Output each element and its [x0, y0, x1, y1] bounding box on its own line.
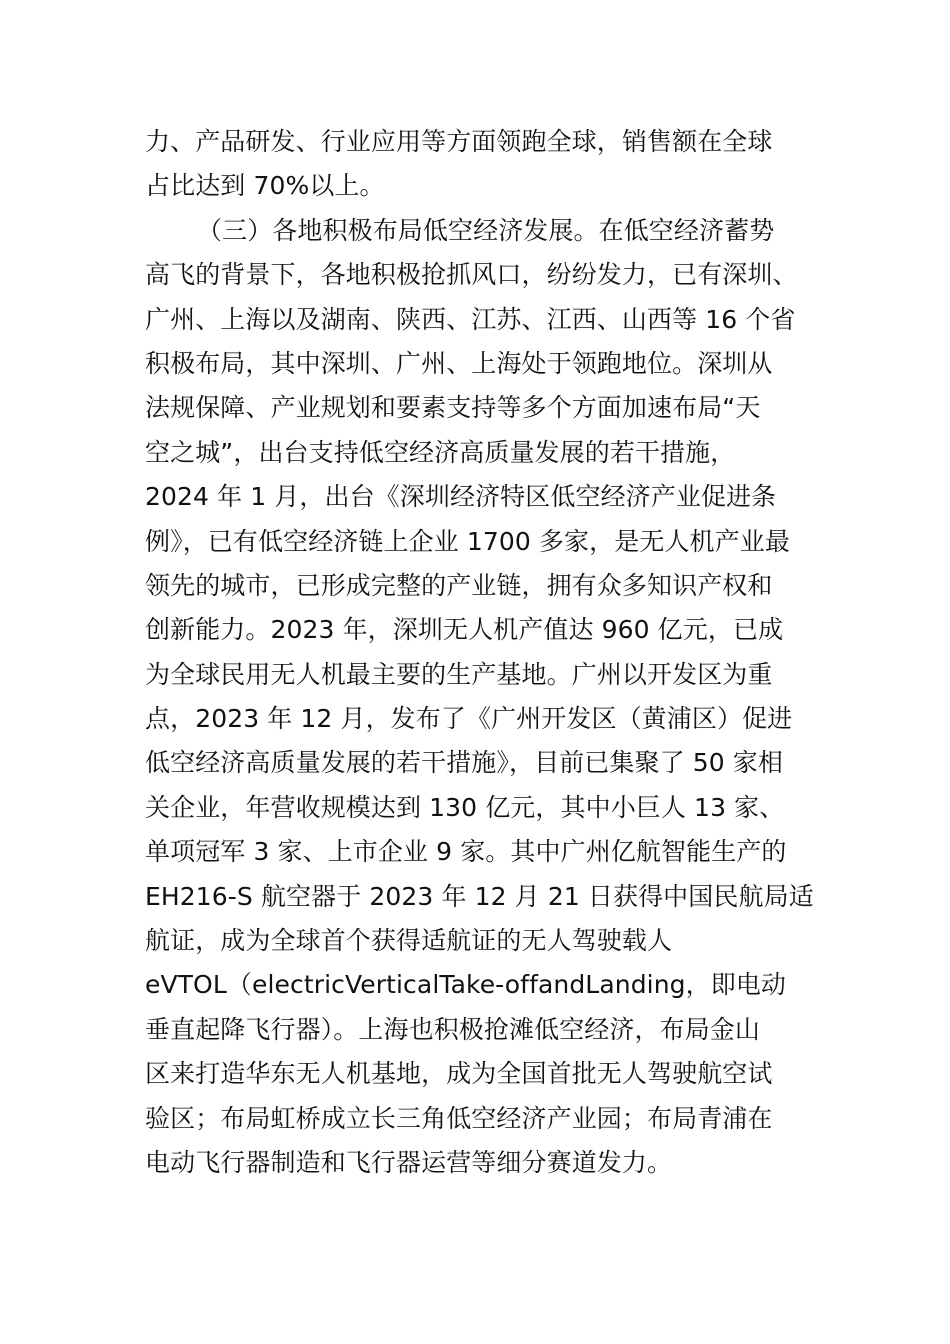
text-line: 点，2023 年 12 月，发布了《广州开发区（黄浦区）促进 — [145, 704, 793, 734]
text-line: 为全球民用无人机最主要的生产基地。广州以开发区为重 — [145, 659, 773, 689]
text-line: 例》，已有低空经济链上企业 1700 多家，是无人机产业最 — [145, 526, 790, 556]
text-line: 验区；布局虹桥成立长三角低空经济产业园；布局青浦在 — [145, 1103, 773, 1133]
text-line: 航证，成为全球首个获得适航证的无人驾驶载人 — [145, 926, 673, 956]
section-heading-line: （三）各地积极布局低空经济发展。在低空经济蓄势 — [197, 215, 775, 245]
text-line: 垂直起降飞行器）。上海也积极抢滩低空经济，布局金山 — [145, 1014, 761, 1044]
text-line: 领先的城市，已形成完整的产业链，拥有众多知识产权和 — [145, 570, 773, 600]
text-line: 关企业，年营收规模达到 130 亿元，其中小巨人 13 家、 — [145, 792, 785, 822]
text-line: 力、产品研发、行业应用等方面领跑全球，销售额在全球 — [145, 127, 773, 156]
text-line: 法规保障、产业规划和要素支持等多个方面加速布局“天 — [145, 393, 761, 423]
text-line: 高飞的背景下，各地积极抢抓风口，纷纷发力，已有深圳、 — [145, 260, 798, 290]
text-line: 创新能力。2023 年，深圳无人机产值达 960 亿元，已成 — [145, 615, 784, 645]
text-line: 电动飞行器制造和飞行器运营等细分赛道发力。 — [145, 1147, 673, 1177]
text-line: 单项冠军 3 家、上市企业 9 家。其中广州亿航智能生产的 — [145, 837, 787, 867]
text-line: 低空经济高质量发展的若干措施》，目前已集聚了 50 家相 — [145, 748, 784, 778]
text-line: 区来打造华东无人机基地，成为全国首批无人驾驶航空试 — [145, 1059, 773, 1089]
text-line: 占比达到 70%以上。 — [145, 171, 385, 201]
text-line: 广州、上海以及湖南、陕西、江苏、江西、山西等 16 个省 — [145, 304, 796, 334]
text-line: 积极布局，其中深圳、广州、上海处于领跑地位。深圳从 — [145, 348, 773, 378]
text-line: eVTOL（electricVerticalTake-offandLanding，即电动 — [145, 970, 787, 1000]
body-text — [145, 120, 815, 1185]
text-line: EH216-S 航空器于 2023 年 12 月 21 日获得中国民航局适 — [145, 881, 814, 911]
text-line: 2024 年 1 月，出台《深圳经济特区低空经济产业促进条 — [145, 482, 777, 512]
text-line: 空之城”，出台支持低空经济高质量发展的若干措施， — [145, 437, 736, 467]
